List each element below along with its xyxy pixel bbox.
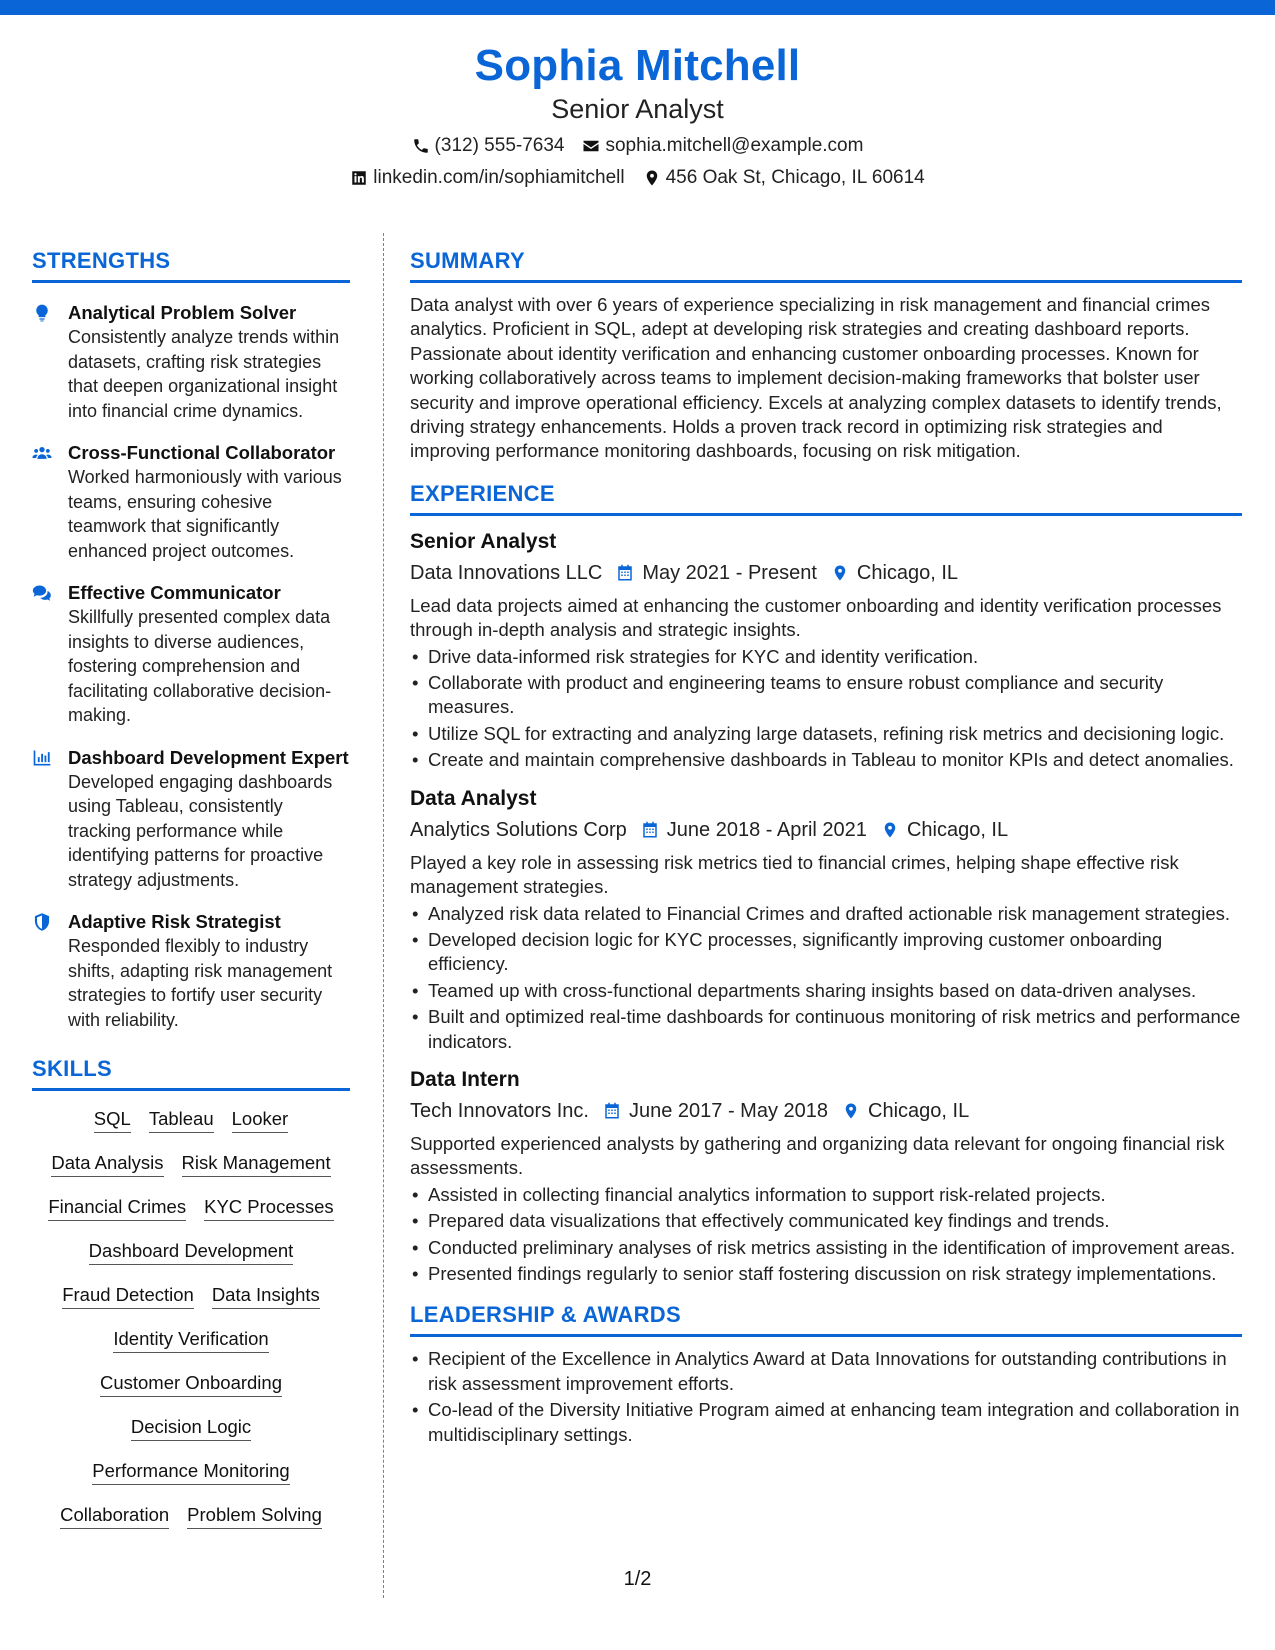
skills-heading: SKILLS [32,1056,350,1091]
job-bullets [410,645,1242,773]
calendar-icon [603,1102,621,1120]
map-pin-icon [643,169,661,187]
skill-tag: Problem Solving [187,1503,322,1529]
strength-desc: Developed engaging dashboards using Tableau, consistently tracking performance while identifying patterns for proactive strategy adjustments. [68,771,333,890]
phone-icon [412,137,430,155]
strength-desc: Skillfully presented complex data insights to diverse audiences, fostering comprehension and facilitating collaborative decision-making. [68,607,332,725]
strength-title: Analytical Problem Solver [68,302,297,323]
strength-item [32,746,350,893]
strength-title: Effective Communicator [68,582,281,603]
address-text: 456 Oak St, Chicago, IL 60614 [665,167,925,188]
job-title: Data Analyst [410,786,537,810]
job-meta [410,558,1242,588]
contact-row-2 [0,164,1275,192]
bullet-item: • Presented findings regularly to senior staff fostering discussion on risk strategy implementations. [410,1262,1242,1286]
job-dates: June 2018 - April 2021 [666,818,867,841]
job-bullets [410,902,1242,1054]
experience-heading: EXPERIENCE [410,481,1242,516]
bullet-item: • Built and optimized real-time dashboards for continuous monitoring of risk metrics and performance indicators. [410,1005,1242,1054]
job-company: Data Innovations LLC [410,561,603,584]
skills-list [32,1107,350,1529]
skill-tag: Data Insights [212,1283,320,1309]
skill-tag: Collaboration [60,1503,169,1529]
contact-address [643,164,925,192]
contact-row-1 [0,132,1275,160]
map-pin-icon [881,821,899,839]
right-column [410,248,1242,1447]
skill-tag: Performance Monitoring [92,1459,289,1485]
strength-item [32,441,350,563]
shield-icon [32,912,52,932]
bullet-item: • Create and maintain comprehensive dashboards in Tableau to monitor KPIs and detect anomalies. [410,748,1242,772]
strength-desc: Worked harmoniously with various teams, ensuring cohesive teamwork that significantly enhanced project outcomes. [68,467,342,561]
column-divider [383,233,384,1598]
bullet-item: • Drive data-informed risk strategies for KYC and identity verification. [410,645,1242,669]
bullet-item: • Teamed up with cross-functional departments sharing insights based on data-driven analyses. [410,979,1242,1003]
top-accent-bar [0,0,1275,15]
summary-heading: SUMMARY [410,248,1242,283]
comments-icon [32,583,52,603]
job-location: Chicago, IL [868,1099,970,1122]
bullet-item: • Developed decision logic for KYC processes, significantly improving customer onboarding efficiency. [410,928,1242,977]
strength-title: Cross-Functional Collaborator [68,442,336,463]
bullet-item: • Collaborate with product and engineering teams to ensure robust compliance and security measures. [410,671,1242,720]
strength-item [32,581,350,728]
job-title: Data Intern [410,1067,520,1091]
job-meta [410,815,1242,845]
skill-tag: Looker [232,1107,289,1133]
candidate-title: Senior Analyst [551,94,724,124]
job-description: Lead data projects aimed at enhancing the customer onboarding and identity verification processes through in-depth analysis and strategic insights. [410,594,1222,641]
users-icon [32,443,52,463]
job-bullets [410,1183,1242,1287]
bullet-item: • Assisted in collecting financial analytics information to support risk-related projects. [410,1183,1242,1207]
awards-section [410,1302,1242,1447]
job-dates: June 2017 - May 2018 [628,1099,829,1122]
job-location: Chicago, IL [906,818,1009,841]
job-company: Tech Innovators Inc. [410,1099,589,1122]
envelope-icon [582,137,600,155]
contact-phone [412,132,565,160]
calendar-icon [616,564,634,582]
linkedin-link[interactable]: linkedin.com/in/sophiamitchell [373,167,625,188]
skill-tag: SQL [94,1107,131,1133]
bullet-item: • Utilize SQL for extracting and analyzing large datasets, refining risk metrics and decisioning logic. [410,722,1242,746]
email-link[interactable]: sophia.mitchell@example.com [605,135,864,156]
skill-tag: Dashboard Development [89,1239,294,1265]
skill-tag: Identity Verification [113,1327,268,1353]
candidate-name: Sophia Mitchell [474,41,801,90]
strengths-heading: STRENGTHS [32,248,350,283]
bullet-item: • Analyzed risk data related to Financial Crimes and drafted actionable risk management strategies. [410,902,1242,926]
skill-tag: Data Analysis [51,1151,163,1177]
award-item: • Recipient of the Excellence in Analytics Award at Data Innovations for outstanding contributions in risk assessment improvement efforts. [410,1347,1242,1396]
contact-email[interactable] [582,132,863,160]
skill-tag: Risk Management [182,1151,331,1177]
awards-list [410,1347,1242,1447]
strength-item [32,910,350,1032]
job-description: Supported experienced analysts by gathering and organizing data relevant for ongoing financial risk assessments. [410,1132,1225,1179]
bullet-item: • Prepared data visualizations that effectively communicated key findings and trends. [410,1209,1242,1233]
page-indicator: 1/2 [623,1568,652,1590]
skill-tag: Decision Logic [131,1415,251,1441]
job-company: Analytics Solutions Corp [410,818,627,841]
skill-tag: KYC Processes [204,1195,334,1221]
bar-chart-icon [32,748,52,768]
bullet-item: • Conducted preliminary analyses of risk metrics assisting in the identification of improvement areas. [410,1236,1242,1260]
map-pin-icon [831,564,849,582]
award-item: • Co-lead of the Diversity Initiative Program aimed at enhancing team integration and collaboration in multidisciplinary settings. [410,1398,1242,1447]
skill-tag: Financial Crimes [48,1195,186,1221]
map-pin-icon [842,1102,860,1120]
strength-desc: Responded flexibly to industry shifts, adapting risk management strategies to fortify user security with reliability. [68,936,333,1030]
lightbulb-icon [32,303,52,323]
job-dates: May 2021 - Present [642,561,817,584]
calendar-icon [641,821,659,839]
resume-header [0,40,1275,192]
contact-linkedin[interactable] [350,164,624,192]
skill-tag: Tableau [149,1107,214,1133]
strength-desc: Consistently analyze trends within datasets, crafting risk strategies that deepen organizational insight into financial crime dynamics. [68,327,340,421]
job-description: Played a key role in assessing risk metrics tied to financial crimes, helping shape effective risk management strategies. [410,851,1179,898]
phone-text: (312) 555-7634 [434,135,565,156]
linkedin-icon [350,169,368,187]
job-title: Senior Analyst [410,529,557,553]
job-entry [410,785,1242,1054]
awards-heading: LEADERSHIP & AWARDS [410,1302,1242,1337]
job-meta [410,1096,1242,1126]
summary-text: Data analyst with over 6 years of experience specializing in risk management and financial crimes analytics. Proficient in SQL, adept at developing risk strategies and creating dashboard reports. Passionate about identity verification and enhancing customer onboarding processes. Known for working collaboratively across teams to implement decision-making frameworks that bolster user security and improve operational efficiency. Excels at analyzing complex datasets to identify trends, driving strategy enhancements. Holds a proven track record in optimizing risk strategies and improving performance monitoring dashboards, focusing on risk mitigation. [410,294,1222,462]
job-location: Chicago, IL [856,561,959,584]
job-entry [410,1066,1242,1286]
strength-title: Dashboard Development Expert [68,746,349,768]
strength-title: Adaptive Risk Strategist [68,911,281,932]
job-entry [410,528,1242,773]
skill-tag: Customer Onboarding [100,1371,282,1397]
left-column [32,248,350,1547]
skill-tag: Fraud Detection [62,1283,194,1309]
strength-item [32,301,350,423]
